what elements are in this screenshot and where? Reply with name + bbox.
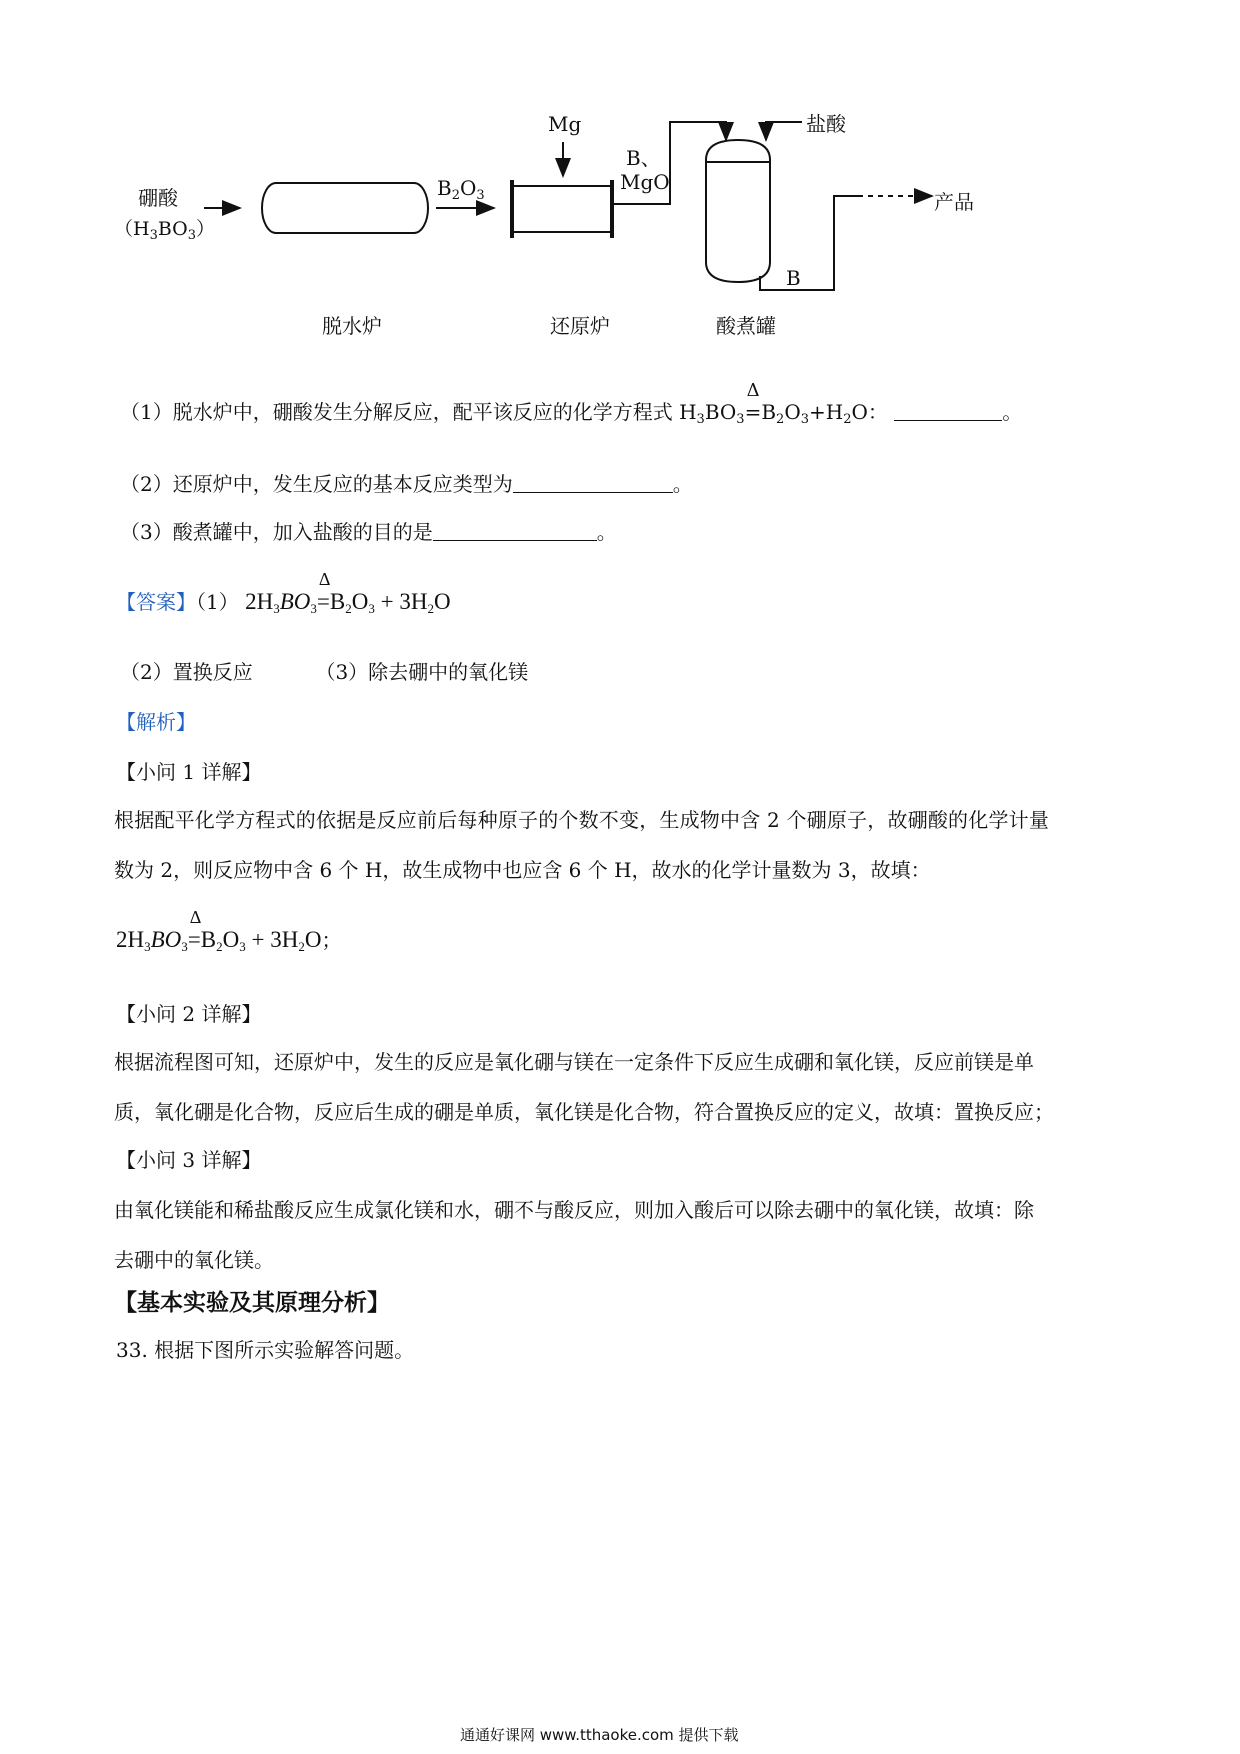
answer-3: （3）除去硼中的氧化镁 [315,660,529,684]
question-3 [120,516,617,545]
q1-text: （1）脱水炉中，硼酸发生分解反应，配平该反应的化学方程式 $H_3BO_3$ [120,400,745,427]
q2-end: 。 [672,472,693,496]
answer-blank-1 [894,402,1002,421]
answer-2: （2）置换反应 [120,660,253,684]
answer-1-equation: $2H_3BO_3$ Δ $=B_2O_3 + 3H_2O$ [245,569,451,616]
b-label-top: B、 [626,146,661,170]
q2-text: （2）还原炉中，发生反应的基本反应类型为 [120,472,513,496]
pipe-b-out [760,196,858,290]
answer-label: 【答案】 [116,590,196,614]
question-1 [120,380,1023,427]
acid-tank-label: 酸煮罐 [716,314,776,338]
product-label: 产品 [934,190,974,214]
sub2-line2: 质，氧化硼是化合物，反应后生成的硼是单质，氧化镁是化合物，符合置换反应的定义，故填：置换反应； [114,1100,1054,1124]
q3-text: （3）酸煮罐中，加入盐酸的目的是 [120,520,433,544]
delta-equals: Δ = [744,380,762,424]
q1-end: 。 [1002,400,1023,424]
sub2-title: 【小问 2 详解】 [116,1002,262,1026]
dehydration-furnace-shape [262,183,428,233]
sub1-line1: 根据配平化学方程式的依据是反应前后每种原子的个数不变，生成物中含 2 个硼原子，故硼酸的化学计量 [114,808,1050,832]
answer-1-prefix: （1） [196,590,239,614]
mg-label: Mg [548,112,582,136]
answer-blank-3 [433,522,597,541]
answer-line-1 [116,569,451,617]
q1-rest: $B_2O_3+H_2O$： [761,400,888,427]
analysis-label: 【解析】 [116,710,196,734]
q3-end: 。 [596,520,617,544]
input-formula: $(H_3BO_3)$ [114,218,216,243]
hcl-label: 盐酸 [806,112,846,136]
input-label: 硼酸 [138,186,178,210]
question-33: 33. 根据下图所示实验解答问题。 [116,1338,415,1362]
section-title: 【基本实验及其原理分析】 [114,1289,390,1316]
sub1-equation: $2H_3BO_3$ Δ $=B_2O_3 + 3H_2O$ [116,907,322,954]
b2o3-label: $B_2O_3$ [437,176,485,203]
sub2-line1: 根据流程图可知，还原炉中，发生的反应是氧化硼与镁在一定条件下反应生成硼和氧化镁，反应前镁是单 [114,1050,1034,1074]
reduction-furnace-shape [512,180,612,238]
mgo-label: MgO [620,170,670,194]
arrow-hcl [766,122,802,140]
page-footer: 通通好课网 www.tthaoke.com 提供下载 [460,1726,739,1744]
sub3-title: 【小问 3 详解】 [116,1148,262,1172]
sub1-equation-line [116,907,342,955]
sub3-line1: 由氧化镁能和稀盐酸反应生成氯化镁和水，硼不与酸反应，则加入酸后可以除去硼中的氧化镁，故填：除 [114,1198,1034,1222]
sub1-title: 【小问 1 详解】 [116,760,262,784]
sub1-end: ； [321,928,342,952]
dehydration-furnace-label: 脱水炉 [322,314,382,338]
sub1-line2: 数为 2，则反应物中含 6 个 H，故生成物中也应含 6 个 H，故水的化学计量数为 3，故填： [114,858,931,882]
sub3-line2: 去硼中的氧化镁。 [114,1248,274,1272]
b-label-bottom: B [786,266,801,290]
reduction-furnace-label: 还原炉 [550,314,610,338]
question-2 [120,468,693,497]
answer-line-2 [120,656,528,685]
answer-blank-2 [513,474,673,493]
